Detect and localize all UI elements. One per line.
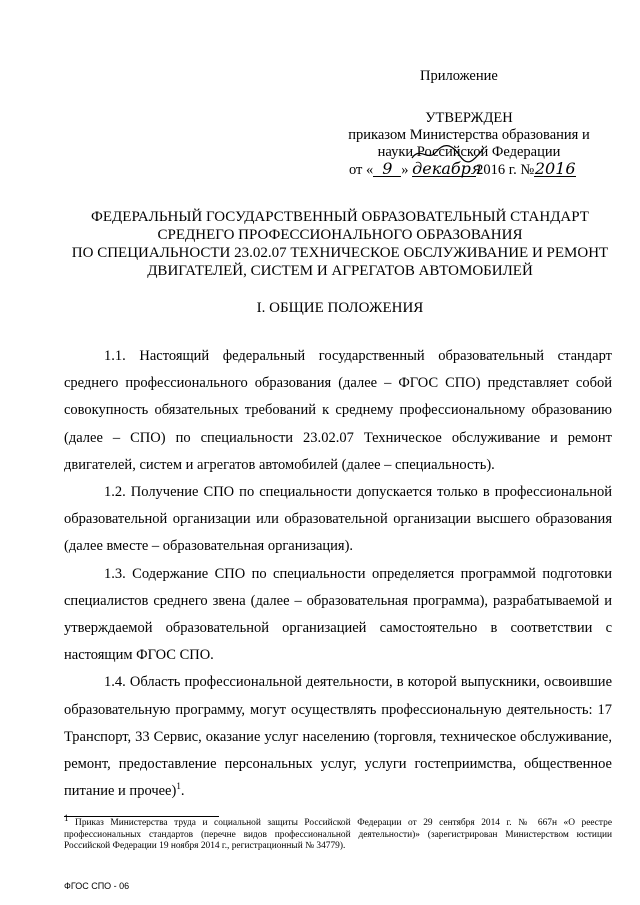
section-heading: I. ОБЩИЕ ПОЛОЖЕНИЯ — [256, 300, 424, 316]
title-line-4: ДВИГАТЕЛЕЙ, СИСТЕМ И АГРЕГАТОВ АВТОМОБИЛЕЙ — [147, 263, 533, 279]
order-line — [349, 161, 576, 179]
title-line-1: ФЕДЕРАЛЬНЫЙ ГОСУДАРСТВЕННЫЙ ОБРАЗОВАТЕЛЬНЫЙ СТАНДАРТ — [91, 209, 589, 225]
paragraph-1-4-text: 1.4. Область профессиональной деятельности, в которой выпускники, освоившие образовательную программу, могут осуществлять профессиональную деятельность: 17 Транспорт, 33 Сервис, оказание услуг населению (торговля, техническое обслуживание, ремонт, предоставление персональных услуг, услуги гостеприимства, общественное питание и прочее) — [64, 674, 612, 800]
paragraph-1-4 — [64, 669, 612, 805]
approved-by-line2: науки Российской Федерации — [377, 144, 561, 160]
footnote-divider — [64, 816, 219, 817]
order-mid: » — [401, 162, 409, 178]
order-number: 2016 — [534, 159, 576, 178]
order-prefix: от « — [349, 162, 374, 178]
paragraph-1-2: 1.2. Получение СПО по специальности допускается только в профессиональной образовательной организации или образовательной организации высшего образования (далее вместе – образовательная организация). — [64, 484, 612, 555]
footnote-text: Приказ Министерства труда и социальной защиты Российской Федерации от 29 сентября 2014 г. № 667н «О реестре профессиональных стандартов (перечне видов профессиональной деятельности)» (зарегистрирован Министерством юстиции Российской Федерации 19 ноября 2014 г., регистрационный № 34779). — [64, 818, 612, 852]
paragraph-1-4-end: . — [180, 783, 185, 800]
footnote-mark: 1 — [64, 813, 69, 823]
footnote — [64, 813, 612, 853]
document-title — [50, 208, 630, 280]
paragraph-1-1: 1.1. Настоящий федеральный государственный образовательный стандарт среднего профессионального образования (далее – ФГОС СПО) представляет собой совокупность обязательных требований к среднему профессиональному образованию (далее – СПО) по специальности 23.02.07 Техническое обслуживание и ремонт двигателей, систем и агрегатов автомобилей (далее – специальность). — [64, 348, 612, 473]
appendix-label: Приложение — [420, 68, 498, 84]
order-day: 9 — [373, 161, 401, 177]
order-month: декабря — [412, 159, 482, 178]
document-code: ФГОС СПО - 06 — [64, 881, 130, 891]
order-year: 2016 г. № — [476, 162, 535, 178]
title-line-3: ПО СПЕЦИАЛЬНОСТИ 23.02.07 ТЕХНИЧЕСКОЕ ОБСЛУЖИВАНИЕ И РЕМОНТ — [71, 245, 609, 261]
approved-title: УТВЕРЖДЕН — [425, 110, 513, 126]
title-line-2: СРЕДНЕГО ПРОФЕССИОНАЛЬНОГО ОБРАЗОВАНИЯ — [157, 227, 523, 243]
approved-by-line1: приказом Министерства образования и — [348, 127, 590, 143]
footnote-reference: 1 — [176, 781, 181, 792]
paragraph-1-3: 1.3. Содержание СПО по специальности определяется программой подготовки специалистов среднего звена (далее – образовательная программа), разрабатываемой и утверждаемой образовательной организацией самостоятельно в соответствии с настоящим ФГОС СПО. — [64, 565, 612, 664]
body-text — [64, 343, 612, 805]
